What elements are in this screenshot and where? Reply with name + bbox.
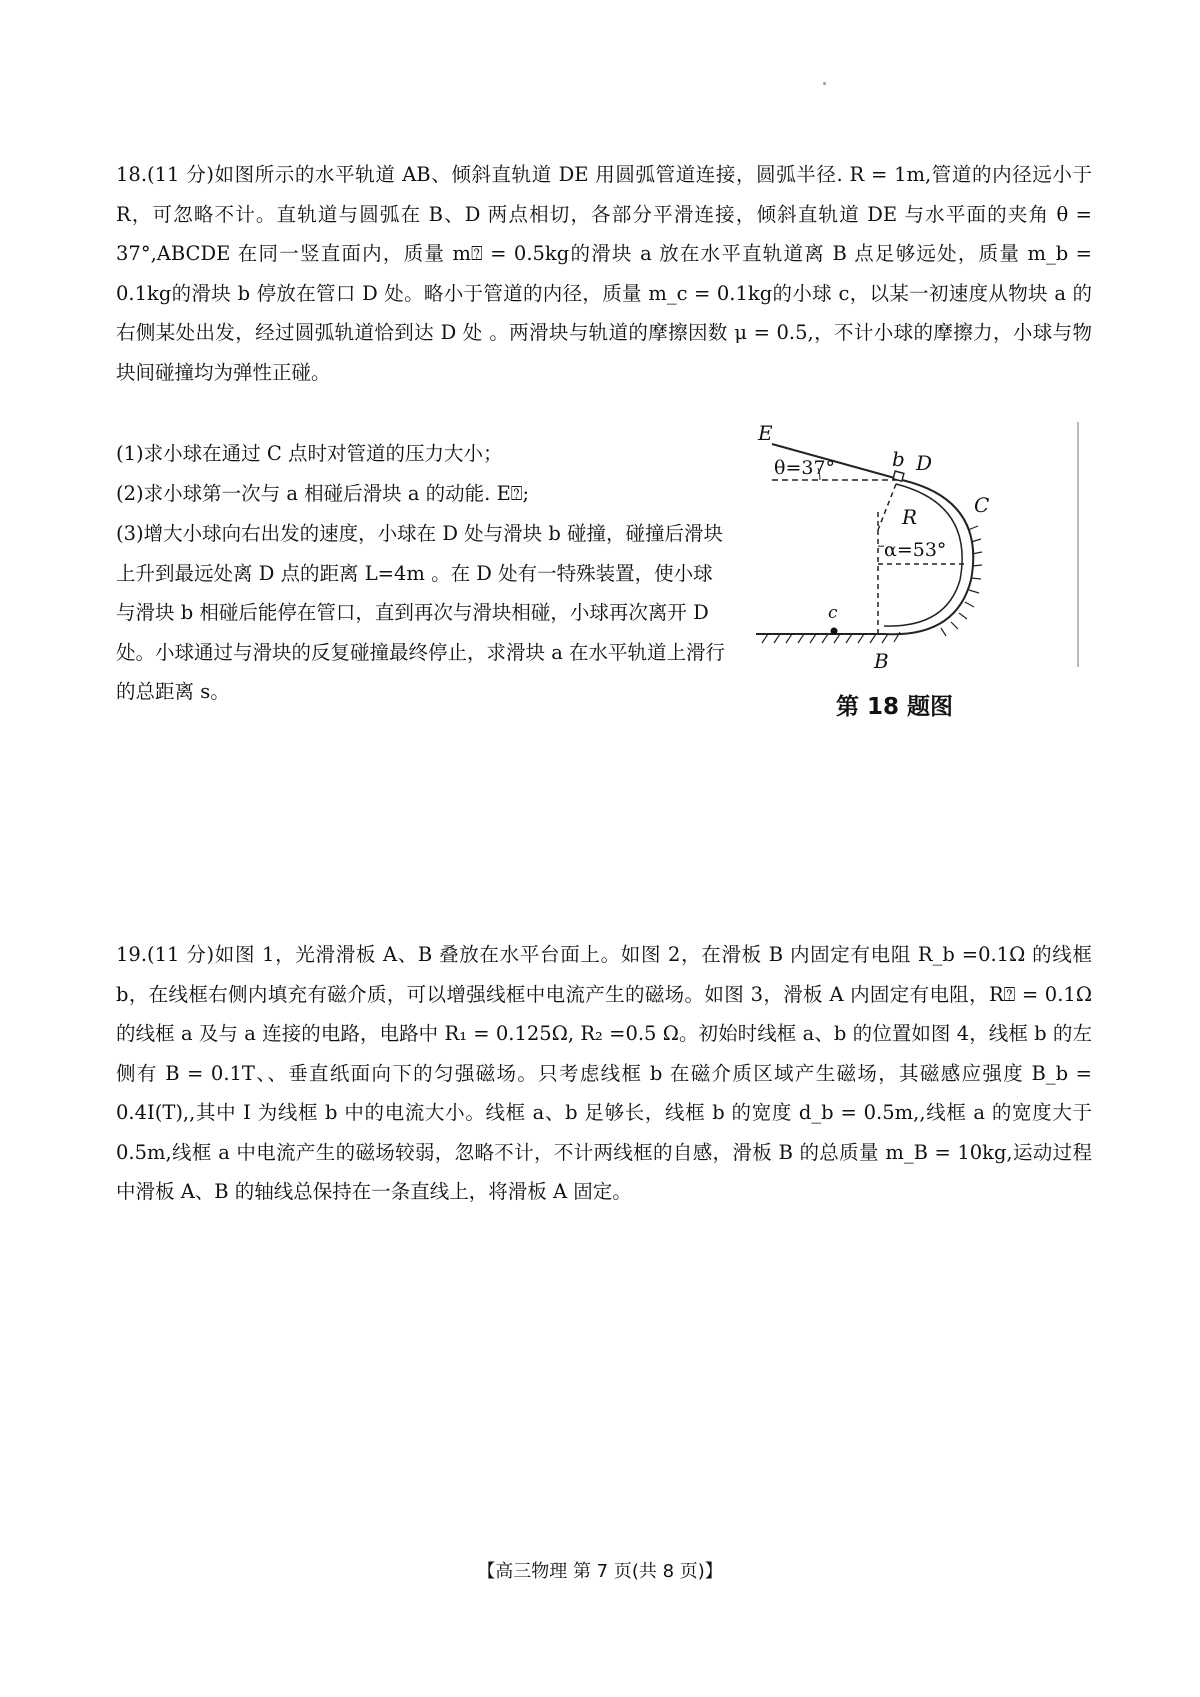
- label-c-ball: c: [828, 603, 838, 623]
- label-r: R: [902, 505, 918, 529]
- label-b-point: B: [874, 649, 889, 673]
- scan-dot: [823, 82, 826, 85]
- figure-18-caption: 第 18 题图: [836, 694, 954, 720]
- label-e: E: [758, 421, 773, 445]
- block-b: [893, 471, 904, 481]
- question-18-part-2: (2)求小球第一次与 a 相碰后滑块 a 的动能. E⍰;: [116, 482, 530, 505]
- question-18-part-3: (3)增大小球向右出发的速度，小球在 D 处与滑块 b 碰撞，碰撞后滑块上升到最远处离 D 点的距离 L=4m 。在 D 处有一特殊装置，使小球与滑块 b 相碰后能停在管口，直到再次与滑块相碰，小球再次离开 D 处。小球通过与滑块的反复碰撞最终停止，求滑块 a 在水平轨道上滑行的总距离 s。: [116, 522, 726, 703]
- label-theta: θ=37°: [774, 457, 836, 479]
- question-19-stem: 19.(11 分)如图 1，光滑滑板 A、B 叠放在水平台面上。如图 2，在滑板 B 内固定有电阻 R_b =0.1Ω 的线框 b，在线框右侧内填充有磁介质，可以增强线框中电流产生的磁场。如图 3，滑板 A 内固定有电阻，R⍰ = 0.1Ω的线框 a 及与 a 连接的电路，电路中 R₁ = 0.125Ω, R₂ =0.5 Ω。初始时线框 a、b 的位置如图 4，线框 b 的左侧有 B = 0.1T、、垂直纸面向下的匀强磁场。只考虑线框 b 在磁介质区域产生磁场，其磁感应强度 B_b = 0.4I(T),,其中 I 为线框 b 中的电流大小。线框 a、b 足够长，线框 b 的宽度 d_b = 0.5m,,线框 a 的宽度大于 0.5m,线框 a 中电流产生的磁场较弱，忽略不计，不计两线框的自感，滑板 B 的总质量 m_B = 10kg,运动过程中滑板 A、B 的轴线总保持在一条直线上，将滑板 A 固定。: [116, 943, 1092, 1203]
- label-b: b: [892, 447, 905, 471]
- label-c-point: C: [974, 493, 990, 517]
- ball-c: [831, 628, 838, 635]
- radius-dashed: [878, 484, 896, 530]
- question-18-stem: 18.(11 分)如图所示的水平轨道 AB、倾斜直轨道 DE 用圆弧管道连接，圆弧半径. R = 1m,管道的内径远小于 R，可忽略不计。直轨道与圆弧在 B、D 两点相切，各部分平滑连接，倾斜直轨道 DE 与水平面的夹角 θ = 37°,ABCDE 在同一竖直面内，质量 m⍰ = 0.5kg的滑块 a 放在水平直轨道离 B 点足够远处，质量 m_b = 0.1kg的滑块 b 停放在管口 D 处。略小于管道的内径，质量 m_c = 0.1kg的小球 c，以某一初速度从物块 a 的右侧某处出发，经过圆弧轨道恰到达 D 处 。两滑块与轨道的摩擦因数 μ = 0.5,，不计小球的摩擦力，小球与物块间碰撞均为弹性正碰。: [116, 163, 1092, 384]
- question-18-part-1: (1)求小球在通过 C 点时对管道的压力大小；: [116, 442, 503, 465]
- label-alpha: α=53°: [884, 539, 947, 561]
- figure-18-diagram: [756, 420, 1086, 720]
- label-d: D: [916, 451, 933, 475]
- page-footer: 【高三物理 第 7 页(共 8 页)】: [477, 1561, 723, 1582]
